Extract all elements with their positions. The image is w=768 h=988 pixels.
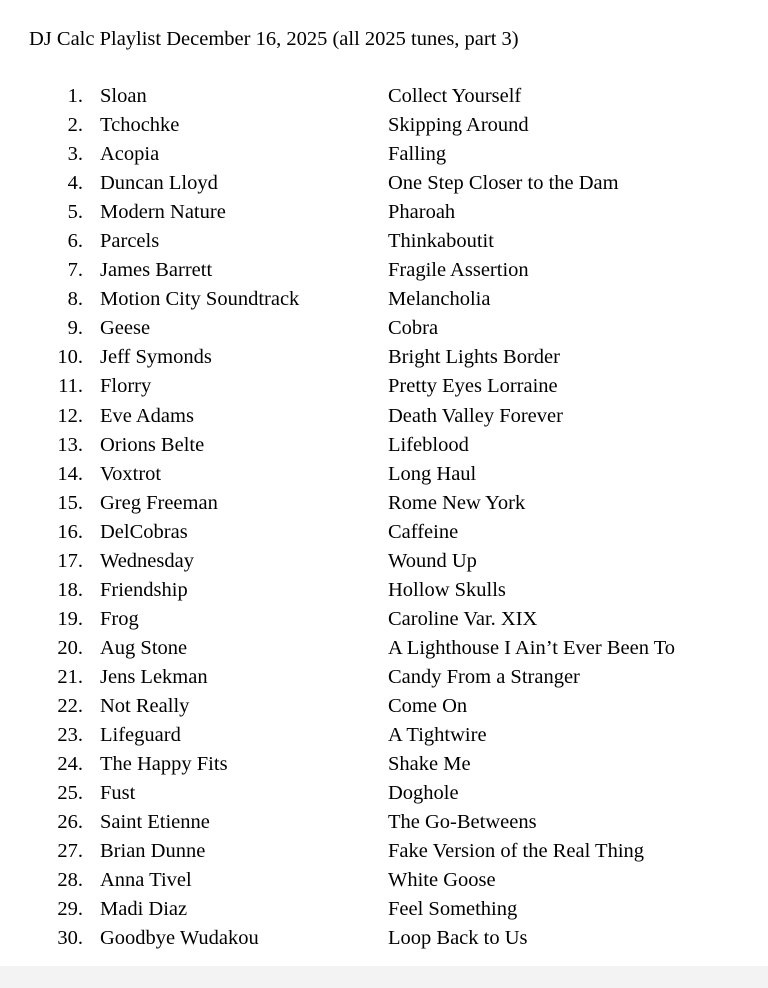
song-title: Cobra	[388, 317, 439, 340]
list-item	[0, 402, 768, 431]
song-title: A Lighthouse I Ain’t Ever Been To	[388, 636, 676, 659]
song-title: Bright Lights Border	[388, 346, 560, 369]
song-title: Collect Yourself	[388, 85, 522, 107]
track-number: 17.	[57, 549, 83, 572]
artist-name: Brian Dunne	[100, 840, 206, 863]
song-title: Caroline Var. XIX	[388, 607, 538, 630]
document-title: DJ Calc Playlist December 16, 2025 (all 2025 tunes, part 3)	[29, 28, 519, 50]
track-number: 5.	[67, 201, 83, 224]
song-title: Caffeine	[388, 520, 459, 543]
artist-name: Friendship	[100, 578, 188, 601]
song-title: Long Haul	[388, 462, 477, 485]
track-number: 11.	[58, 375, 83, 398]
artist-name: Madi Diaz	[100, 898, 188, 921]
track-number: 9.	[67, 317, 83, 340]
track-number: 23.	[57, 724, 83, 747]
track-number: 26.	[57, 811, 83, 834]
track-number: 12.	[57, 404, 83, 427]
song-title: Come On	[388, 694, 468, 717]
list-item	[0, 808, 768, 837]
song-title: Doghole	[388, 782, 459, 805]
track-number: 22.	[57, 694, 83, 717]
song-title: Falling	[388, 143, 447, 166]
list-item	[0, 866, 768, 895]
artist-name: Anna Tivel	[100, 869, 192, 892]
list-item	[0, 169, 768, 198]
track-number: 1.	[67, 85, 83, 107]
track-number: 28.	[57, 869, 83, 892]
artist-name: Lifeguard	[100, 724, 181, 747]
artist-name: Sloan	[100, 85, 147, 107]
song-title: Candy From a Stranger	[388, 665, 580, 688]
list-item	[0, 576, 768, 605]
list-item	[0, 518, 768, 547]
list-item	[0, 924, 768, 953]
song-title: Shake Me	[388, 753, 471, 776]
list-item	[0, 721, 768, 750]
artist-name: Aug Stone	[100, 636, 188, 659]
list-item	[0, 198, 768, 227]
song-title: The Go-Betweens	[388, 811, 537, 834]
song-title: White Goose	[388, 869, 496, 892]
list-item	[0, 837, 768, 866]
artist-name: The Happy Fits	[100, 753, 228, 776]
artist-name: Saint Etienne	[100, 811, 210, 834]
artist-name: Fust	[100, 782, 136, 805]
artist-name: Greg Freeman	[100, 491, 218, 514]
song-title: Melancholia	[388, 288, 491, 311]
track-number: 19.	[57, 607, 83, 630]
list-item	[0, 750, 768, 779]
song-title: Wound Up	[388, 549, 477, 572]
track-number: 13.	[57, 433, 83, 456]
artist-name: Acopia	[100, 143, 160, 166]
track-number: 2.	[67, 114, 83, 137]
song-title: Skipping Around	[388, 114, 529, 137]
list-item	[0, 256, 768, 285]
track-number: 14.	[57, 462, 83, 485]
song-title: Fragile Assertion	[388, 259, 529, 282]
track-number: 18.	[57, 578, 83, 601]
list-item	[0, 634, 768, 663]
artist-name: Not Really	[100, 694, 190, 717]
artist-name: Tchochke	[100, 114, 180, 137]
bottom-band	[0, 966, 768, 988]
artist-name: Parcels	[100, 230, 160, 253]
artist-name: Orions Belte	[100, 433, 205, 456]
track-number: 15.	[57, 491, 83, 514]
list-item	[0, 372, 768, 401]
track-number: 7.	[67, 259, 83, 282]
list-item	[0, 431, 768, 460]
list-item	[0, 489, 768, 518]
song-title: Death Valley Forever	[388, 404, 563, 427]
track-number: 29.	[57, 898, 83, 921]
list-item	[0, 692, 768, 721]
artist-name: Florry	[100, 375, 152, 398]
song-title: Pretty Eyes Lorraine	[388, 375, 558, 398]
playlist	[0, 82, 768, 953]
list-item	[0, 779, 768, 808]
track-number: 6.	[67, 230, 83, 253]
artist-name: Modern Nature	[100, 201, 226, 224]
artist-name: Goodbye Wudakou	[100, 927, 259, 950]
song-title: Lifeblood	[388, 433, 469, 456]
artist-name: Jens Lekman	[100, 665, 208, 688]
track-number: 24.	[57, 753, 83, 776]
list-item	[0, 605, 768, 634]
artist-name: James Barrett	[100, 259, 213, 282]
list-item	[0, 111, 768, 140]
list-item	[0, 895, 768, 924]
song-title: Fake Version of the Real Thing	[388, 840, 645, 863]
track-number: 30.	[57, 927, 83, 950]
list-item	[0, 343, 768, 372]
song-title: Loop Back to Us	[388, 927, 528, 950]
list-item	[0, 140, 768, 169]
list-item	[0, 227, 768, 256]
artist-name: Wednesday	[100, 549, 194, 572]
list-item	[0, 82, 768, 111]
artist-name: Frog	[100, 607, 139, 630]
artist-name: Jeff Symonds	[100, 346, 212, 369]
list-item	[0, 285, 768, 314]
track-number: 8.	[67, 288, 83, 311]
artist-name: Motion City Soundtrack	[100, 288, 300, 311]
list-item	[0, 547, 768, 576]
artist-name: Voxtrot	[100, 462, 162, 485]
song-title: Hollow Skulls	[388, 578, 506, 601]
track-number: 21.	[57, 665, 83, 688]
track-number: 4.	[67, 172, 83, 195]
track-number: 16.	[57, 520, 83, 543]
track-number: 27.	[57, 840, 83, 863]
song-title: Pharoah	[388, 201, 456, 224]
song-title: Rome New York	[388, 491, 526, 514]
song-title: A Tightwire	[388, 724, 487, 747]
list-item	[0, 314, 768, 343]
song-title: Thinkaboutit	[388, 230, 494, 253]
track-number: 3.	[67, 143, 83, 166]
artist-name: Eve Adams	[100, 404, 194, 427]
list-item	[0, 663, 768, 692]
track-number: 20.	[57, 636, 83, 659]
song-title: One Step Closer to the Dam	[388, 172, 619, 195]
list-item	[0, 460, 768, 489]
artist-name: Duncan Lloyd	[100, 172, 218, 195]
artist-name: DelCobras	[100, 520, 188, 543]
artist-name: Geese	[100, 317, 151, 340]
track-number: 25.	[57, 782, 83, 805]
song-title: Feel Something	[388, 898, 518, 921]
track-number: 10.	[57, 346, 83, 369]
